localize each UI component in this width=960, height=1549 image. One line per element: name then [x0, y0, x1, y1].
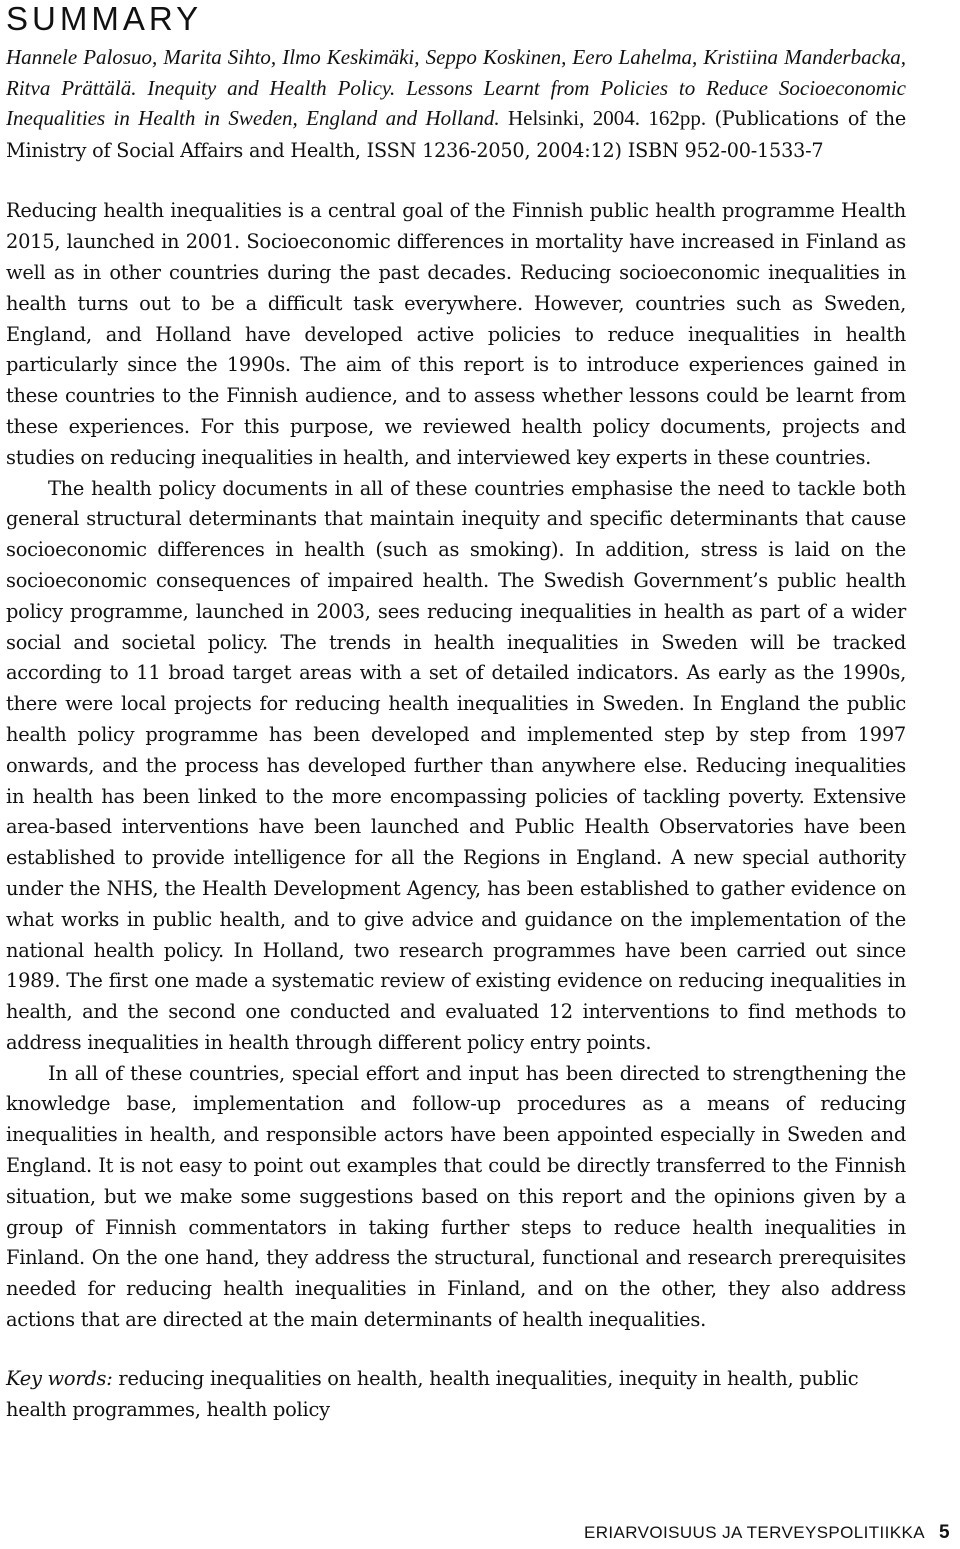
keywords-label: Key words:: [6, 1366, 113, 1390]
summary-page: [6, 0, 906, 1445]
citation-authors-title: Hannele Palosuo, Marita Sihto, Ilmo Keskimäki, Seppo Koskinen, Eero Lahelma, Kristiina Manderbacka, Ritva Prättälä. Inequity and Health Policy. Lessons Learnt from Policies to Reduce Socioeconomic Inequalities in Health in Sweden, England and Holland.: [6, 45, 906, 131]
running-title: ERIARVOISUUS JA TERVEYSPOLITIIKKA: [583, 1523, 926, 1542]
bibliographic-citation: [6, 38, 906, 166]
page-title: SUMMARY: [6, 0, 203, 37]
summary-paragraph-3: In all of these countries, special effort and input has been directed to strengthening the knowledge base, implementation and follow-up procedures as a means of reducing inequalities in health, and responsible actors have been appointed especially in Sweden and England. It is not easy to point out examples that could be directly transferred to the Finnish situation, but we make some suggestions based on this report and the opinions given by a group of Finnish commentators in taking further steps to reduce health inequalities in Finland. On the one hand, they address the structural, functional and research prerequisites needed for reducing health inequalities in Finland, and on the other, they also address actions that are directed at the main determinants of health inequalities.: [6, 1061, 906, 1332]
citation-place-year: Helsinki, 2004. 162pp.: [507, 106, 707, 131]
keywords-text: reducing inequalities on health, health inequalities, inequity in health, public health programmes, health policy: [6, 1366, 859, 1421]
page-number: 5: [939, 1522, 950, 1543]
keywords: [6, 1364, 906, 1426]
summary-paragraph-2: The health policy documents in all of these countries emphasise the need to tackle both general structural determinants that maintain inequity and specific determinants that cause socioeconomic differences in health (such as smoking). In addition, stress is laid on the socioeconomic consequences of impaired health. The Swedish Government’s public health policy programme, launched in 2003, sees reducing inequalities in health as part of a wider social and societal policy. The trends in health inequalities in Sweden will be tracked according to 11 broad target areas with a set of detailed indicators. As early as the 1990s, there were local projects for reducing health inequalities in Sweden. In England the public health policy programme has been developed and implemented step by step from 1997 onwards, and the process has developed further than anywhere else. Reducing inequalities in health has been linked to the more encompassing policies of tackling poverty. Extensive area-based interventions have been launched and Public Health Observatories have been established to provide intelligence for all the Regions in England. A new special authority under the NHS, the Health Development Agency, has been established to gather evidence on what works in public health, and to give advice and guidance on the implementation of the national health policy. In Holland, two research programmes have been carried out since 1989. The first one made a systematic review of existing evidence on reducing inequalities in health, and the second one conducted and evaluated 12 interventions to find methods to address inequalities in health through different policy entry points.: [6, 476, 906, 1054]
page-footer: [584, 1522, 950, 1544]
citation-publication-info: (Publications of the Ministry of Social Affairs and Health, ISSN 1236-2050, 2004:12) ISBN 952-00-1533-7: [6, 107, 907, 162]
summary-paragraph-1: Reducing health inequalities is a central goal of the Finnish public health programme Health 2015, launched in 2001. Socioeconomic differences in mortality have increased in Finland as well as in other countries during the past decades. Reducing socioeconomic inequalities in health turns out to be a difficult task everywhere. However, countries such as Sweden, England, and Holland have developed active policies to reduce inequalities in health particularly since the 1990s. The aim of this report is to introduce experiences gained in these countries to the Finnish audience, and to assess whether lessons could be learnt from these experiences. For this purpose, we reviewed health policy documents, projects and studies on reducing inequalities in health, and interviewed key experts in these countries.: [6, 199, 906, 469]
